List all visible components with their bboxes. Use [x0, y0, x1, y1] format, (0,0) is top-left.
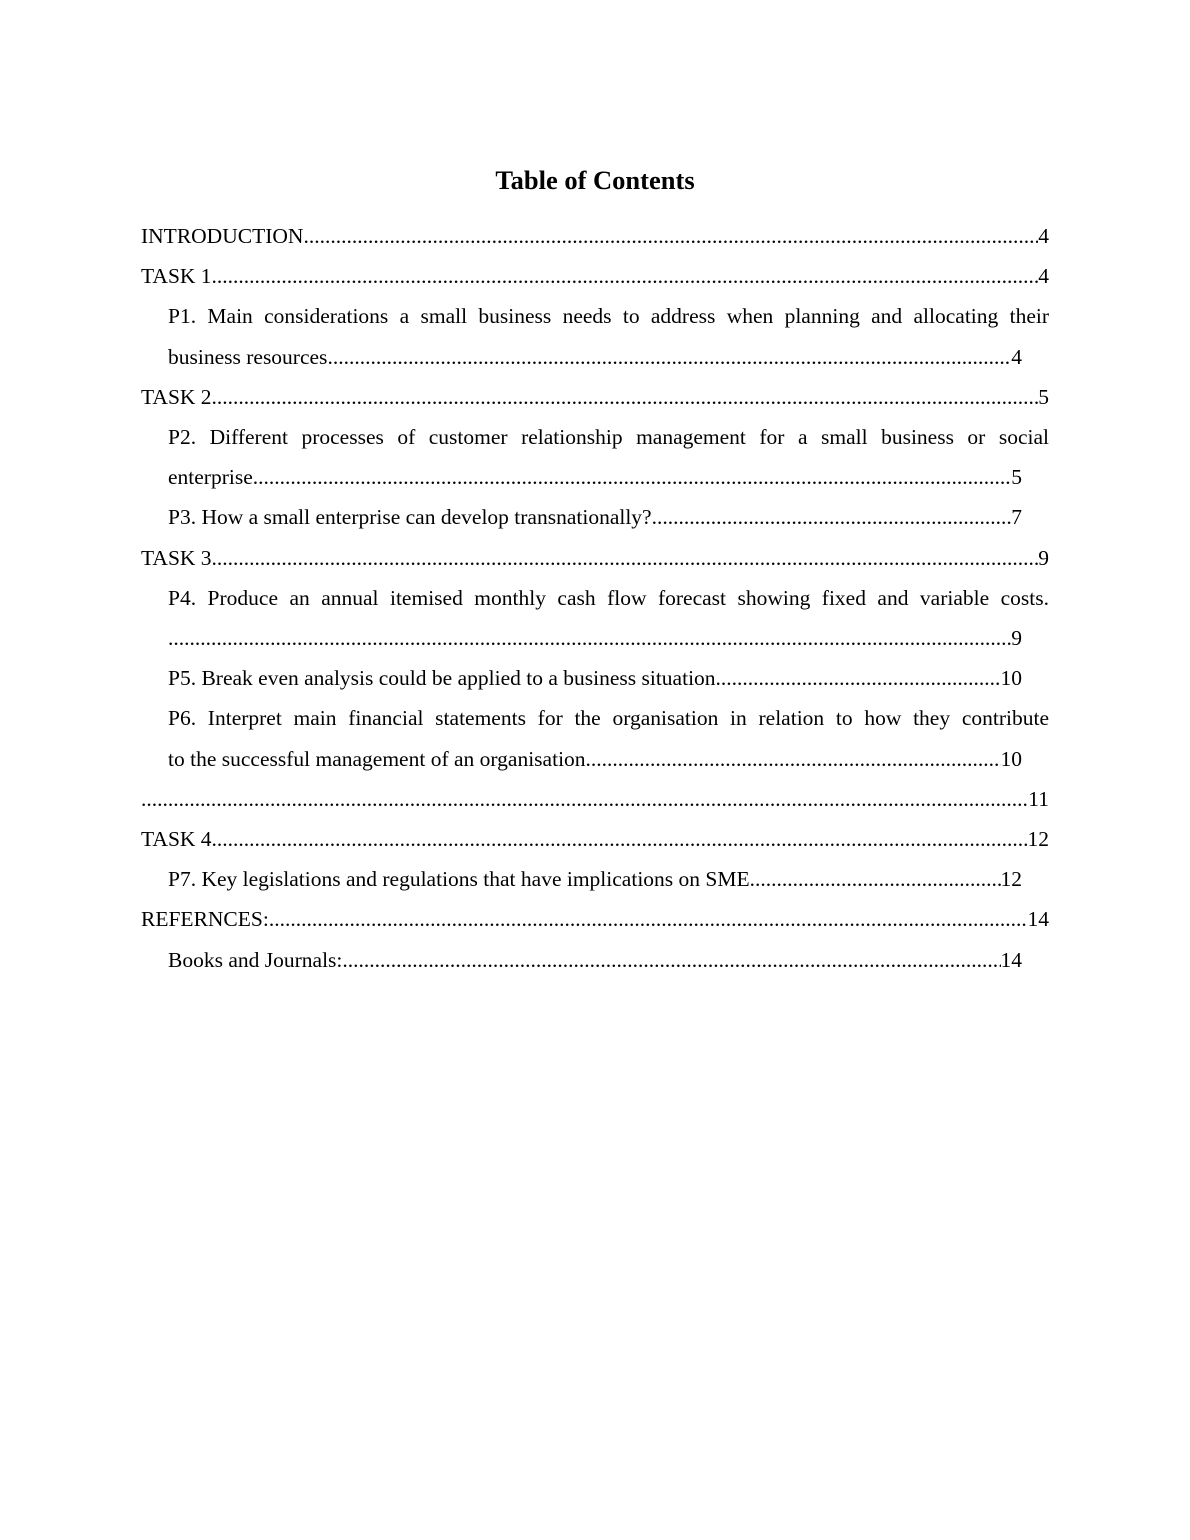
toc-entry-label: to the successful management of an organisation — [168, 746, 586, 771]
toc-entry-p4[interactable] — [168, 578, 1049, 658]
toc-list — [141, 216, 1049, 980]
dot-leader — [716, 658, 1001, 698]
toc-entry-label: P3. How a small enterprise can develop transnationally? — [168, 505, 652, 530]
dot-leader — [141, 779, 1028, 819]
toc-entry-introduction[interactable] — [141, 216, 1049, 256]
dot-leader — [269, 899, 1028, 939]
toc-entry-p1[interactable] — [168, 296, 1049, 376]
toc-entry-first-line: P2. Different processes of customer relationship management for a small business or social — [168, 425, 1049, 450]
dot-leader — [212, 538, 1039, 578]
toc-entry-label: Books and Journals: — [168, 947, 343, 972]
dot-leader — [212, 256, 1039, 296]
toc-entry-p5[interactable] — [168, 658, 1049, 698]
toc-title: Table of Contents — [495, 165, 695, 195]
dot-leader — [586, 739, 1001, 779]
toc-entry-p3[interactable] — [168, 497, 1049, 537]
toc-entry-task-4[interactable] — [141, 819, 1049, 859]
toc-page-number: 14 — [1000, 947, 1022, 972]
toc-entry-books-and-journals[interactable] — [168, 940, 1049, 980]
toc-page-number: 7 — [1011, 505, 1022, 530]
toc-page-number: 14 — [1027, 907, 1049, 932]
toc-page-number: 4 — [1011, 344, 1022, 369]
toc-page-number: 4 — [1038, 264, 1049, 289]
toc-entry-label: TASK 1 — [141, 264, 212, 289]
toc-entry-first-line: P1. Main considerations a small business needs to address when planning and allocating their — [168, 304, 1049, 329]
toc-entry-task-1[interactable] — [141, 256, 1049, 296]
toc-entry-p6[interactable] — [168, 698, 1049, 778]
dot-leader — [327, 337, 1011, 377]
toc-page-number: 12 — [1000, 867, 1022, 892]
toc-page-number: 9 — [1011, 626, 1022, 651]
toc-page-number: 10 — [1000, 746, 1022, 771]
toc-entry-label: TASK 2 — [141, 384, 212, 409]
dot-leader — [253, 457, 1011, 497]
toc-entry-first-line: P6. Interpret main financial statements for the organisation in relation to how they contribute — [168, 706, 1049, 731]
toc-entry-label: business resources — [168, 344, 328, 369]
dot-leader — [750, 859, 1001, 899]
toc-entry-task-3[interactable] — [141, 538, 1049, 578]
dot-leader — [212, 819, 1028, 859]
dot-leader — [652, 497, 1012, 537]
dot-leader — [303, 216, 1038, 256]
dot-leader — [168, 618, 1011, 658]
toc-entry-blank[interactable] — [141, 779, 1049, 819]
toc-page-number: 9 — [1038, 545, 1049, 570]
toc-entry-label: INTRODUCTION — [141, 224, 304, 248]
dot-leader — [212, 377, 1039, 417]
toc-entry-label: TASK 4 — [141, 827, 212, 852]
toc-page-number: 10 — [1000, 666, 1022, 691]
toc-page-number: 4 — [1038, 224, 1049, 248]
toc-entry-label: P5. Break even analysis could be applied to a business situation — [168, 666, 716, 691]
toc-page-number: 5 — [1011, 465, 1022, 490]
toc-page-number: 5 — [1038, 384, 1049, 409]
dot-leader — [342, 940, 1000, 980]
toc-entry-label: REFERNCES: — [141, 907, 269, 932]
toc-entry-first-line: P4. Produce an annual itemised monthly cash flow forecast showing fixed and variable costs. — [168, 585, 1049, 610]
toc-entry-label: TASK 3 — [141, 545, 212, 570]
toc-entry-p2[interactable] — [168, 417, 1049, 497]
toc-page-number: 12 — [1027, 827, 1049, 852]
toc-entry-task-2[interactable] — [141, 377, 1049, 417]
toc-entry-refernces[interactable] — [141, 899, 1049, 939]
toc-page-number: 11 — [1028, 786, 1049, 811]
toc-entry-label: P7. Key legislations and regulations that have implications on SME — [168, 867, 750, 892]
toc-entry-p7[interactable] — [168, 859, 1049, 899]
toc-entry-label: enterprise — [168, 465, 253, 490]
